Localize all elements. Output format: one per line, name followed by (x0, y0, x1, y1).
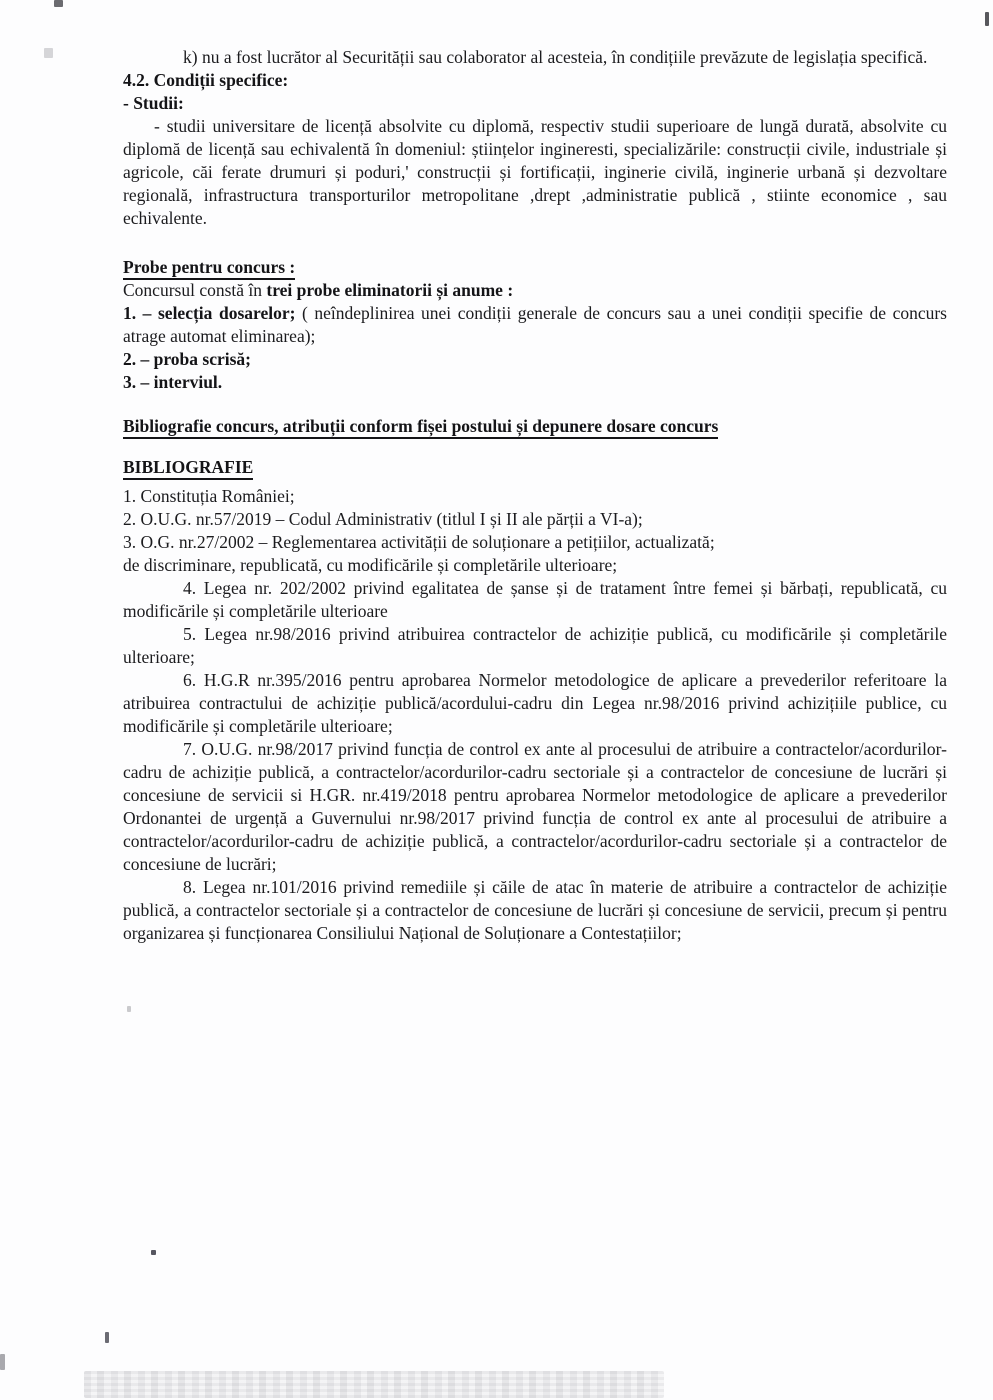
noise-band-bottom (84, 1371, 664, 1398)
dash-left-lower (105, 1332, 109, 1343)
biblio-item-8 (123, 876, 947, 945)
text-segment: - studii universitare de licență absolvite cu diplomă, respectiv studii superioare de lungă durată, absolvite cu diplomă de licență sau echivalentă în domeniul: științelor ingineresti, specializările: construcții civile, industriale și agricole, căi ferate drumuri și poduri,' construcții și fortificații, inginerie civilă, inginerie urbană și dezvoltare regională, infrastructura transporturilor metropolitane ,drept ,administratie publică , stiinte economice , sau echivalente. (123, 116, 947, 228)
heading-studii (123, 92, 947, 115)
text-segment: 3. O.G. nr.27/2002 – Reglementarea activității de soluționare a petițiilor, actualizată; (123, 532, 715, 552)
tick-top-right (985, 12, 989, 26)
text-segment-bold: BIBLIOGRAFIE (123, 457, 253, 480)
speck-top-left (54, 0, 63, 7)
text-segment-bold: - Studii: (123, 93, 184, 113)
text-segment: ( neîndeplinirea unei condiții generale de concurs sau a unei condiții specifie de concurs atrage automat eliminarea); (123, 303, 947, 346)
text-segment: 7. O.U.G. nr.98/2017 privind funcția de control ex ante al procesului de atribuire a contractelor/acordurilor-cadru de achiziție publică, a contractelor/acordurilor-cadru sectoriale și a contractelor de concesiune de lucrări și concesiune de servicii si H.GR. nr.419/2018 pentru aprobarea Normelor metodologice de aplicare a prevederilor Ordonantei de urgență a Guvernului nr.98/2017 privind funcția de control ex ante al procesului de atribuire a contractelor/acordurilor-cadru de achiziție publică, a contractelor/acordurilor-cadru sectoriale și a contractelor de concesiune de lucrări; (123, 739, 947, 874)
biblio-item-5 (123, 623, 947, 669)
para-studii (123, 115, 947, 230)
text-segment: k) nu a fost lucrător al Securității sau colaborator al acesteia, în condițiile prevăzute de legislația specifică. (183, 47, 928, 67)
biblio-item-7 (123, 738, 947, 876)
biblio-item-6 (123, 669, 947, 738)
wedge-bottom-left (0, 1354, 5, 1370)
document-text (123, 46, 947, 945)
biblio-item-3-continuare (123, 554, 947, 577)
text-segment: de discriminare, republicată, cu modificările și completările ulterioare; (123, 555, 618, 575)
text-segment-bold: 1. – selecția dosarelor; (123, 303, 296, 323)
text-segment-bold: Bibliografie concurs, atribuții conform fișei postului și depunere dosare concurs (123, 416, 718, 439)
heading-bibliografie-concurs (123, 415, 947, 438)
text-segment: 2. O.U.G. nr.57/2019 – Codul Administrativ (titlul I și II ale părții a VI-a); (123, 509, 643, 529)
text-segment-bold: Probe pentru concurs : (123, 257, 295, 280)
biblio-item-4 (123, 577, 947, 623)
heading-bibliografie (123, 456, 947, 479)
biblio-item-3 (123, 531, 947, 554)
dot-blank-area (151, 1250, 156, 1255)
para-k-clause (123, 46, 947, 69)
text-segment: Concursul constă în (123, 280, 267, 300)
text-segment-bold: 4.2. Condiții specifice: (123, 70, 289, 90)
biblio-item-2 (123, 508, 947, 531)
text-segment-bold: 2. – proba scrisă; (123, 349, 252, 369)
para-concurs-consta (123, 279, 947, 302)
text-segment-bold: 3. – interviul. (123, 372, 223, 392)
biblio-item-1 (123, 485, 947, 508)
heading-conditii-specifice (123, 69, 947, 92)
para-proba-2 (123, 348, 947, 371)
mark-colon-left (44, 48, 53, 58)
text-segment: 1. Constituția României; (123, 486, 295, 506)
text-segment: 5. Legea nr.98/2016 privind atribuirea contractelor de achiziție publică, cu modificările și completările ulterioare; (123, 624, 947, 667)
text-segment: 4. Legea nr. 202/2002 privind egalitatea de șanse și de tratament între femei și bărbați, republicată, cu modificările și completările ulterioare (123, 578, 947, 621)
para-proba-3 (123, 371, 947, 394)
para-proba-1 (123, 302, 947, 348)
speck-mid-left (127, 1006, 131, 1012)
text-segment: 6. H.G.R nr.395/2016 pentru aprobarea Normelor metodologice de aplicare a prevederilor referitoare la atribuirea contractului de achiziție publică/acordului-cadru din Legea nr.98/2016 privind achizițiile publice, cu modificările și completările ulterioare; (123, 670, 947, 736)
text-segment-bold: trei probe eliminatorii și anume : (266, 280, 514, 300)
heading-probe (123, 256, 947, 279)
text-segment: 8. Legea nr.101/2016 privind remediile și căile de atac în materie de atribuire a contractelor de achiziție publică, a contractelor sectoriale și a contractelor de concesiune de lucrări și concesiune de servicii, precum și pentru organizarea și funcționarea Consiliului Național de Soluționare a Contestațiilor; (123, 877, 947, 943)
